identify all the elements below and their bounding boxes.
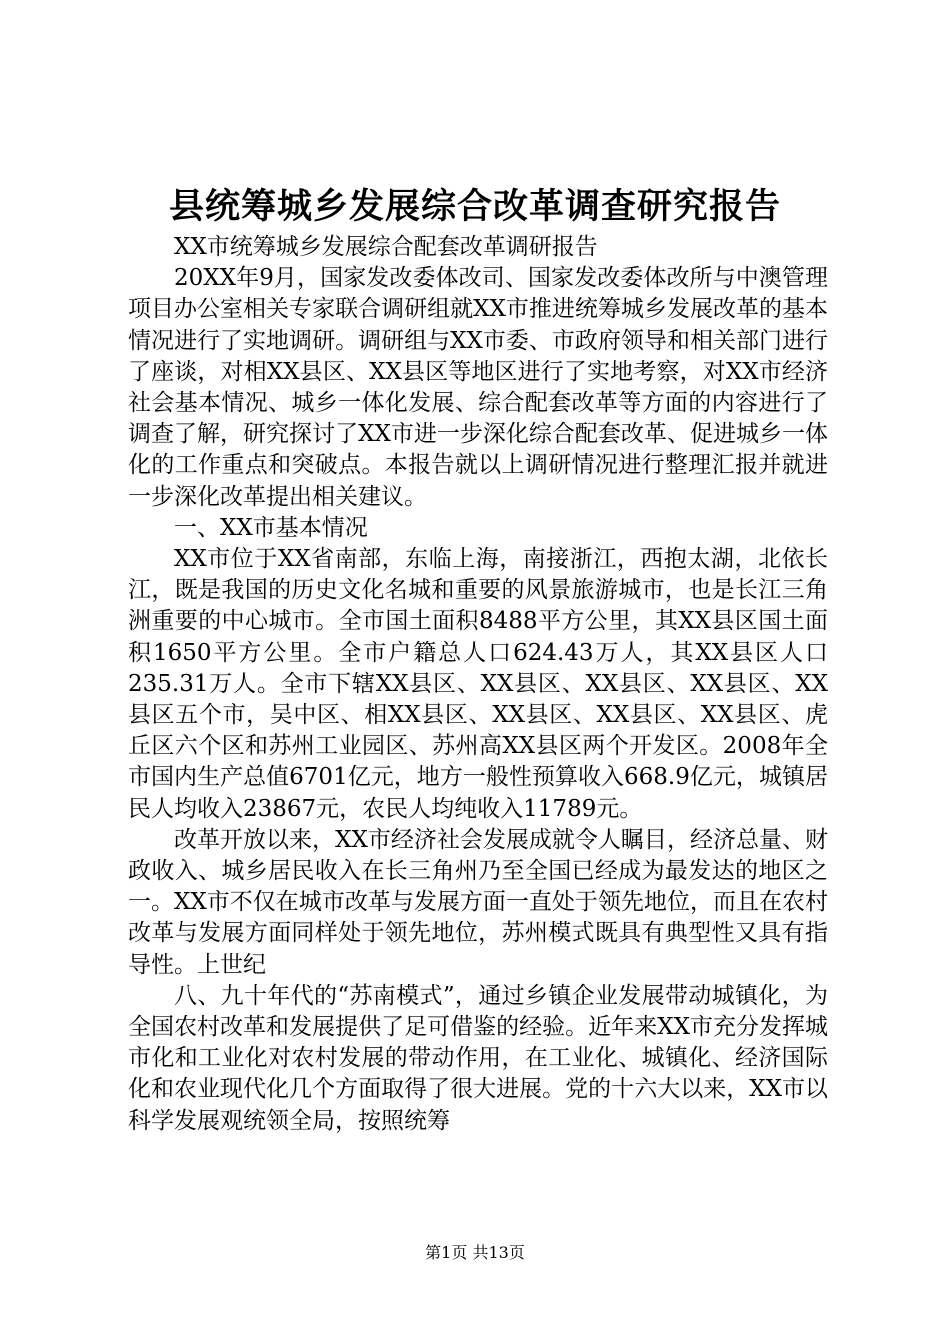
document-body	[128, 232, 828, 1137]
paragraph-subtitle: XX市统筹城乡发展综合配套改革调研报告	[174, 234, 598, 260]
page-number: 第1页	[425, 1243, 468, 1262]
paragraph-intro: 20XX年9月，国家发改委体改司、国家发改委体改所与中澳管理项目办公室相关专家联合调研组就XX市推进统筹城乡发展改革的基本情况进行了实地调研。调研组与XX市委、市政府领导和相关部门进行了座谈，对相XX县区、XX县区等地区进行了实地考察，对XX市经济社会基本情况、城乡一体化发展、综合配套改革等方面的内容进行了调查了解，研究探讨了XX市进一步深化综合配套改革、促进城乡一体化的工作重点和突破点。本报告就以上调研情况进行整理汇报并就进一步深化改革提出相关建议。	[128, 265, 828, 510]
document-title: 县统筹城乡发展综合改革调查研究报告	[168, 186, 781, 227]
paragraph-city-overview: XX市位于XX省南部，东临上海，南接浙江，西抱太湖，北依长江，既是我国的历史文化名城和重要的风景旅游城市，也是长江三角洲重要的中心城市。全市国土面积8488平方公里，其XX县区国土面积1650平方公里。全市户籍总人口624.43万人，其XX县区人口235.31万人。全市下辖XX县区、XX县区、XX县区、XX县区、XX县区五个市，吴中区、相XX县区、XX县区、XX县区、XX县区、虎丘区六个区和苏州工业园区、苏州高XX县区两个开发区。2008年全市国内生产总值6701亿元，地方一般性预算收入668.9亿元，城镇居民人均收入23867元，农民人均纯收入11789元。	[128, 546, 828, 822]
section-heading-basic-situation: 一、XX市基本情况	[174, 514, 368, 541]
paragraph-reform-achievements: 改革开放以来，XX市经济社会发展成就令人瞩目，经济总量、财政收入、城乡居民收入在长三角州乃至全国已经成为最发达的地区之一。XX市不仅在城市改革与发展方面一直处于领先地位，而且在农村改革与发展方面同样处于领先地位，苏州模式既具有典型性又具有指导性。上世纪	[128, 826, 828, 978]
paragraph-sunan-model: 八、九十年代的“苏南模式”，通过乡镇企业发展带动城镇化，为全国农村改革和发展提供了足可借鉴的经验。近年来XX市充分发挥城市化和工业化对农村发展的带动作用，在工业化、城镇化、经济国际化和农业现代化几个方面取得了很大进展。党的十六大以来，XX市以科学发展观统领全局，按照统筹	[128, 982, 828, 1134]
page-total: 共13页	[472, 1243, 525, 1262]
page-footer	[0, 1242, 950, 1264]
